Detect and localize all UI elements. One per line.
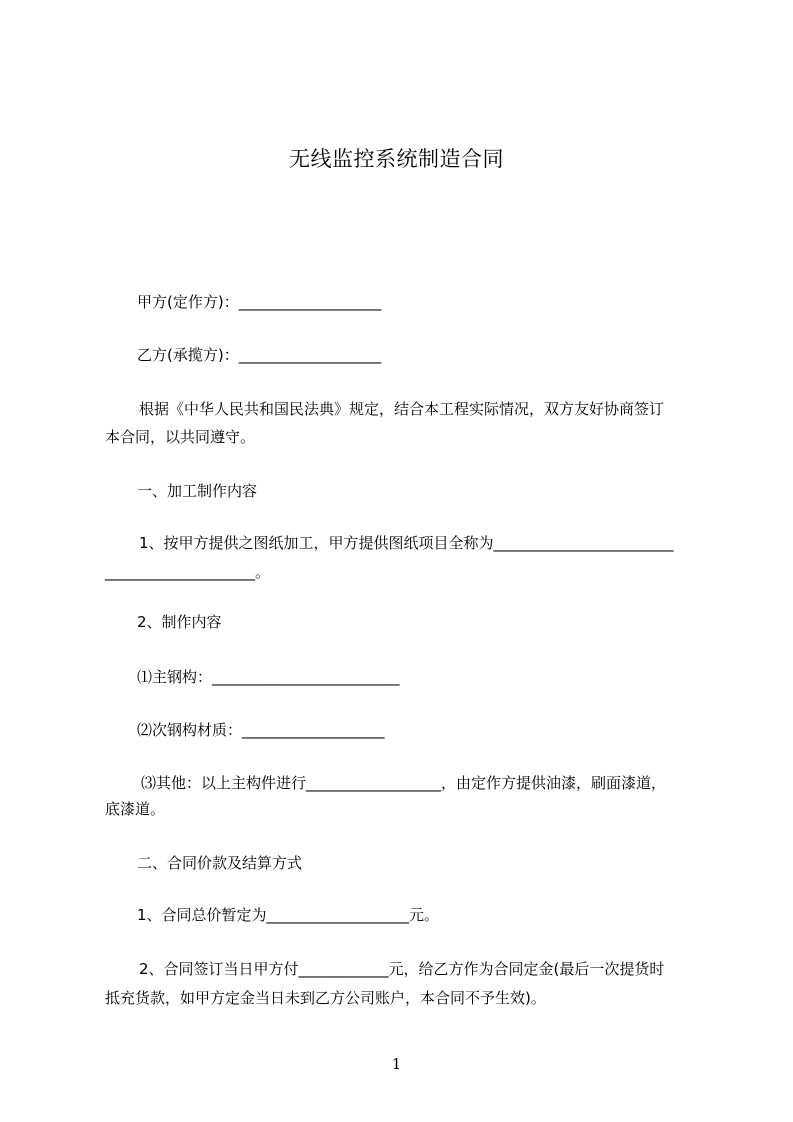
sub-item-3-line-1: ⑶其他：以上主构件进行__________________，由定作方提供油漆，刷面漆道， xyxy=(141,774,667,792)
party-b-line: 乙方(承揽方)：___________________ xyxy=(137,346,382,364)
item-1-line-2: ____________________。 xyxy=(105,563,271,581)
preamble-line-2: 本合同，以共同遵守。 xyxy=(105,428,256,446)
section-2-heading: 二、合同价款及结算方式 xyxy=(137,854,303,872)
page-number: 1 xyxy=(391,1055,402,1073)
sub-item-2: ⑵次钢构材质：___________________ xyxy=(137,721,385,739)
party-a-line: 甲方(定作方)：___________________ xyxy=(137,293,382,311)
section-1-heading: 一、加工制作内容 xyxy=(137,482,258,500)
document-title: 无线监控系统制造合同 xyxy=(289,147,504,171)
item-2-heading: 2、制作内容 xyxy=(137,613,222,631)
item-1-line-1: 1、按甲方提供之图纸加工，甲方提供图纸项目全称为________________________ xyxy=(139,534,674,552)
payment-item-2-line-2: 抵充货款，如甲方定金当日未到乙方公司账户，本合同不予生效)。 xyxy=(105,989,546,1007)
preamble-line-1: 根据《中华人民共和国民法典》规定，结合本工程实际情况，双方友好协商签订 xyxy=(139,400,665,418)
sub-item-3-line-2: 底漆道。 xyxy=(105,800,166,818)
payment-item-2-line-1: 2、合同签订当日甲方付____________元，给乙方作为合同定金(最后一次提货时 xyxy=(139,960,665,978)
sub-item-1: ⑴主钢构：_________________________ xyxy=(137,668,400,686)
payment-item-1: 1、合同总价暂定为___________________元。 xyxy=(137,906,440,924)
